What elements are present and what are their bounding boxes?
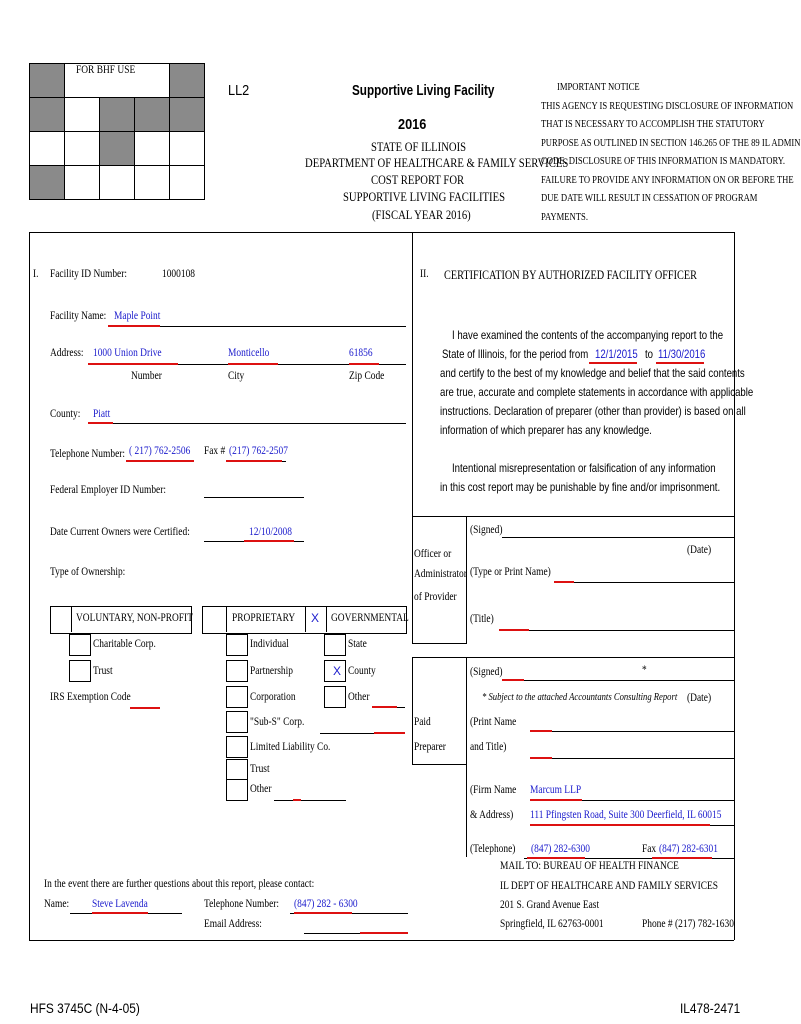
llc-checkbox[interactable] bbox=[226, 736, 248, 758]
report-heading-1: COST REPORT FOR bbox=[371, 172, 465, 187]
form-year: 2016 bbox=[398, 116, 427, 133]
individual-checkbox[interactable] bbox=[226, 634, 248, 656]
cert-line-2: State of Illinois, for the period from bbox=[442, 347, 589, 361]
bhf-use-label: FOR BHF USE bbox=[76, 64, 136, 76]
dept-heading: DEPARTMENT OF HEALTHCARE & FAMILY SERVICES bbox=[305, 155, 569, 170]
firm-address-value[interactable]: 111 Pfingsten Road, Suite 300 Deerfield, IL 60015 bbox=[530, 809, 722, 821]
notice-line: IMPORTANT NOTICE bbox=[557, 82, 640, 93]
zip-value[interactable]: 61856 bbox=[349, 347, 373, 359]
frame-right bbox=[734, 232, 735, 940]
contact-phone-label: Telephone Number: bbox=[204, 898, 280, 910]
notice-line: DUE DATE WILL RESULT IN CESSATION OF PROGRAM bbox=[541, 193, 758, 204]
warning-line-2: in this cost report may be punishable by fine and/or imprisonment. bbox=[440, 480, 721, 494]
print-name-label: (Print Name bbox=[470, 716, 517, 728]
address-label: Address: bbox=[50, 347, 84, 359]
frame-bottom bbox=[29, 940, 734, 941]
il-number-footer: IL478-2471 bbox=[680, 1000, 741, 1016]
partnership-label: Partnership bbox=[250, 665, 293, 677]
certified-label: Date Current Owners were Certified: bbox=[50, 526, 190, 538]
cert-line-1: I have examined the contents of the accompanying report to the bbox=[452, 328, 724, 342]
notice-line: FAILURE TO PROVIDE ANY INFORMATION ON OR BEFORE THE bbox=[541, 174, 794, 186]
facility-name-value[interactable]: Maple Point bbox=[114, 310, 161, 322]
questions-text: In the event there are further questions about this report, please contact: bbox=[44, 878, 315, 890]
fax-value[interactable]: (217) 762-2507 bbox=[229, 445, 288, 457]
mail-to-line-1: MAIL TO: BUREAU OF HEALTH FINANCE bbox=[500, 860, 679, 872]
preparer-signature-field[interactable] bbox=[502, 680, 734, 681]
notice-line: CODE. DISCLOSURE OF THIS INFORMATION IS MANDATORY. bbox=[541, 156, 785, 167]
county-value[interactable]: Piatt bbox=[93, 408, 111, 420]
notice-line: PAYMENTS. bbox=[541, 211, 588, 223]
contact-name-value[interactable]: Steve Lavenda bbox=[92, 898, 148, 910]
fein-label: Federal Employer ID Number: bbox=[50, 484, 167, 496]
firm-telephone-value[interactable]: (847) 282-6300 bbox=[531, 843, 590, 855]
city-caption: City bbox=[228, 370, 245, 382]
email-label: Email Address: bbox=[204, 918, 262, 930]
state-checkbox[interactable] bbox=[324, 634, 346, 656]
frame-left bbox=[29, 232, 30, 940]
facility-id-value: 1000108 bbox=[162, 268, 196, 280]
period-to-label: to bbox=[645, 347, 654, 361]
county-x-mark[interactable]: X bbox=[333, 664, 342, 678]
period-from-value[interactable]: 12/1/2015 bbox=[595, 347, 638, 361]
proprietary-other-checkbox[interactable] bbox=[226, 779, 248, 801]
corporation-label: Corporation bbox=[250, 691, 296, 703]
officer-title-field[interactable] bbox=[499, 630, 734, 631]
form-number-footer: HFS 3745C (N-4-05) bbox=[30, 1000, 140, 1016]
number-caption: Number bbox=[131, 370, 162, 382]
officer-name-field[interactable] bbox=[554, 582, 734, 583]
proprietary-label: PROPRIETARY bbox=[232, 612, 296, 624]
cert-line-5: instructions. Declaration of preparer (other than provider) is based on all bbox=[440, 404, 746, 418]
gov-other-label: Other bbox=[348, 691, 370, 703]
report-heading-2: SUPPORTIVE LIVING FACILITIES bbox=[343, 189, 506, 204]
proprietary-trust-checkbox[interactable] bbox=[226, 759, 248, 781]
paid-label: Paid bbox=[414, 716, 431, 728]
county-label: County: bbox=[50, 408, 81, 420]
charitable-checkbox[interactable] bbox=[69, 634, 91, 656]
mail-to-line-3: 201 S. Grand Avenue East bbox=[500, 899, 600, 911]
facility-id-label: Facility ID Number: bbox=[50, 268, 128, 280]
officer-date-label: (Date) bbox=[687, 544, 712, 556]
cert-line-4: are true, accurate and complete statements in accordance with applicable bbox=[440, 385, 754, 399]
governmental-label: GOVERNMENTAL bbox=[331, 612, 409, 624]
bhf-use-grid bbox=[29, 63, 205, 200]
signature-asterisk: * bbox=[642, 664, 647, 676]
form-title: Supportive Living Facility bbox=[352, 82, 495, 99]
trust-label: Trust bbox=[93, 665, 113, 677]
subject-note: * Subject to the attached Accountants Consulting Report bbox=[482, 692, 678, 703]
state-label: State bbox=[348, 638, 367, 650]
officer-signed-label: (Signed) bbox=[470, 524, 503, 536]
contact-phone-value[interactable]: (847) 282 - 6300 bbox=[294, 898, 358, 910]
and-title-label: and Title) bbox=[470, 741, 507, 753]
type-print-label: (Type or Print Name) bbox=[470, 566, 551, 578]
frame-divider bbox=[412, 232, 413, 516]
officer-label-3: of Provider bbox=[414, 591, 457, 603]
street-value[interactable]: 1000 Union Drive bbox=[93, 347, 162, 359]
firm-address-label: & Address) bbox=[470, 809, 514, 821]
officer-signature-field[interactable] bbox=[502, 537, 734, 538]
section-2-number: II. bbox=[420, 268, 429, 280]
mail-to-line-2: IL DEPT OF HEALTHCARE AND FAMILY SERVICES bbox=[500, 880, 719, 892]
warning-line-1: Intentional misrepresentation or falsification of any information bbox=[452, 461, 716, 475]
city-value[interactable]: Monticello bbox=[228, 347, 270, 359]
officer-label-1: Officer or bbox=[414, 548, 452, 560]
facility-name-label: Facility Name: bbox=[50, 310, 107, 322]
notice-line: THAT IS NECESSARY TO ACCOMPLISH THE STATUTORY bbox=[541, 119, 765, 130]
period-to-value[interactable]: 11/30/2016 bbox=[658, 347, 706, 361]
certified-value[interactable]: 12/10/2008 bbox=[249, 526, 292, 538]
individual-label: Individual bbox=[250, 638, 289, 650]
firm-name-label: (Firm Name bbox=[470, 784, 517, 796]
gov-other-checkbox[interactable] bbox=[324, 686, 346, 708]
state-heading: STATE OF ILLINOIS bbox=[371, 139, 467, 154]
zip-caption: Zip Code bbox=[349, 370, 385, 382]
cert-line-3: and certify to the best of my knowledge and belief that the said contents bbox=[440, 366, 745, 380]
section-1-number: I. bbox=[33, 268, 39, 280]
notice-line: THIS AGENCY IS REQUESTING DISCLOSURE OF INFORMATION bbox=[541, 100, 794, 112]
governmental-x-mark[interactable]: X bbox=[311, 611, 320, 625]
preparer-signed-label: (Signed) bbox=[470, 666, 503, 678]
charitable-label: Charitable Corp. bbox=[93, 638, 156, 650]
cert-line-6: information of which preparer has any knowledge. bbox=[440, 423, 652, 437]
officer-label-2: Administrator bbox=[414, 568, 467, 580]
subs-corp-checkbox[interactable] bbox=[226, 711, 248, 733]
frame-top bbox=[29, 232, 734, 233]
county-own-label: County bbox=[348, 665, 376, 677]
telephone-label: Telephone Number: bbox=[50, 448, 126, 460]
fiscal-heading: (FISCAL YEAR 2016) bbox=[372, 207, 471, 222]
voluntary-label: VOLUNTARY, NON-PROFIT bbox=[76, 612, 193, 624]
corporation-checkbox[interactable] bbox=[226, 686, 248, 708]
proprietary-trust-label: Trust bbox=[250, 763, 270, 775]
notice-line: PURPOSE AS OUTLINED IN SECTION 146.265 OF THE 89 IL ADMIN bbox=[541, 137, 801, 149]
subs-corp-label: "Sub-S" Corp. bbox=[250, 716, 305, 728]
preparer-name-field[interactable] bbox=[530, 731, 734, 732]
irs-code-label: IRS Exemption Code bbox=[50, 691, 131, 703]
partnership-checkbox[interactable] bbox=[226, 660, 248, 682]
trust-checkbox[interactable] bbox=[69, 660, 91, 682]
llc-label: Limited Liability Co. bbox=[250, 741, 331, 753]
firm-fax-value[interactable]: (847) 282-6301 bbox=[659, 843, 718, 855]
proprietary-other-label: Other bbox=[250, 783, 272, 795]
contact-name-label: Name: bbox=[44, 898, 70, 910]
officer-title-label: (Title) bbox=[470, 613, 494, 625]
mail-phone: Phone # (217) 782-1630 bbox=[642, 918, 734, 930]
firm-name-value[interactable]: Marcum LLP bbox=[530, 784, 582, 796]
fax-label: Fax # bbox=[204, 445, 226, 457]
firm-telephone-label: (Telephone) bbox=[470, 843, 516, 855]
certification-title: CERTIFICATION BY AUTHORIZED FACILITY OFFICER bbox=[444, 268, 697, 282]
fein-field[interactable] bbox=[204, 497, 304, 498]
telephone-value[interactable]: ( 217) 762-2506 bbox=[129, 445, 191, 457]
form-code: LL2 bbox=[228, 82, 250, 99]
preparer-title-field[interactable] bbox=[530, 758, 734, 759]
ownership-label: Type of Ownership: bbox=[50, 566, 126, 578]
firm-fax-label: Fax bbox=[642, 843, 657, 855]
preparer-label: Preparer bbox=[414, 741, 446, 753]
mail-to-line-4: Springfield, IL 62763-0001 bbox=[500, 918, 604, 930]
preparer-date-label: (Date) bbox=[687, 692, 712, 704]
